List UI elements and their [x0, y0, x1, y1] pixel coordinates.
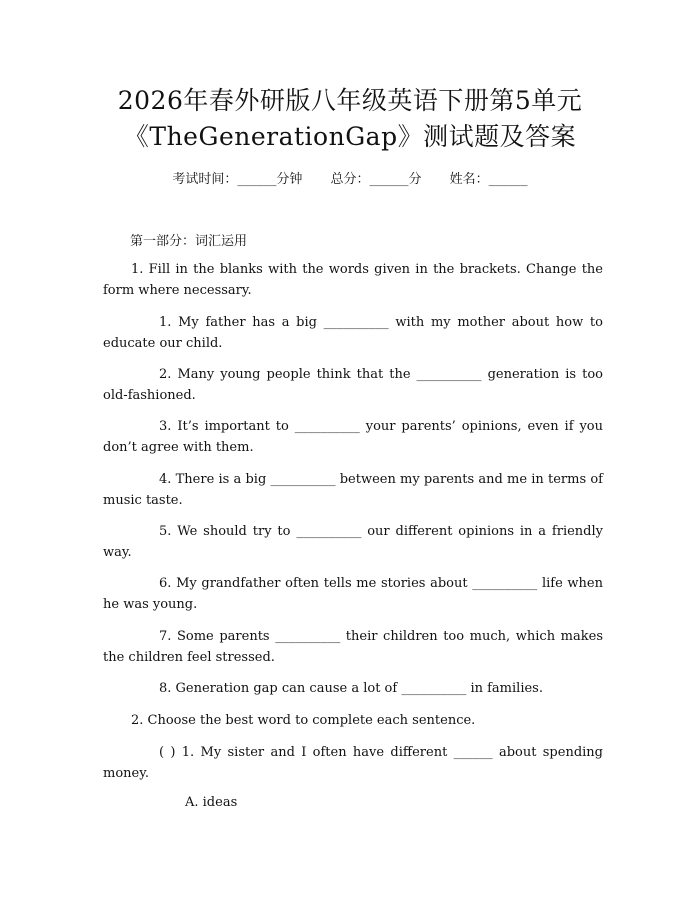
q1-item-3: 3. It’s important to __________ your parents’ opinions, even if you don’t agree with them. [103, 419, 603, 455]
section-heading: 第一部分：词汇运用 [130, 234, 248, 249]
q1-item-4: 4. There is a big __________ between my parents and me in terms of music taste. [103, 472, 603, 508]
q1-item-8: 8. Generation gap can cause a lot of __________ in families. [159, 681, 543, 696]
exam-time: 考试时间：______分钟 [172, 172, 303, 187]
q1-item-7: 7. Some parents __________ their children too much, which makes the children feel stressed. [103, 629, 603, 665]
exam-meta [0, 168, 700, 187]
q1-item-2: 2. Many young people think that the __________ generation is too old-fashioned. [103, 367, 603, 403]
q1-instruction: 1. Fill in the blanks with the words given in the brackets. Change the form where necessary. [103, 262, 603, 298]
q1-item-5: 5. We should try to __________ our different opinions in a friendly way. [103, 524, 603, 560]
q2-instruction: 2. Choose the best word to complete each sentence. [131, 713, 476, 728]
exam-name: 姓名：______ [449, 172, 528, 187]
title-line-1: 2026年春外研版八年级英语下册第5单元 [117, 86, 583, 115]
q1-item-6: 6. My grandfather often tells me stories about __________ life when he was young. [103, 576, 603, 612]
q1-item-1: 1. My father has a big __________ with my mother about how to educate our child. [103, 315, 603, 351]
q2-item-1: ( ) 1. My sister and I often have different ______ about spending money. [103, 745, 603, 781]
q2-item-1-option-a: A. ideas [185, 795, 238, 810]
exam-score: 总分：______分 [330, 172, 422, 187]
title-line-2: 《TheGenerationGap》测试题及答案 [123, 122, 577, 151]
